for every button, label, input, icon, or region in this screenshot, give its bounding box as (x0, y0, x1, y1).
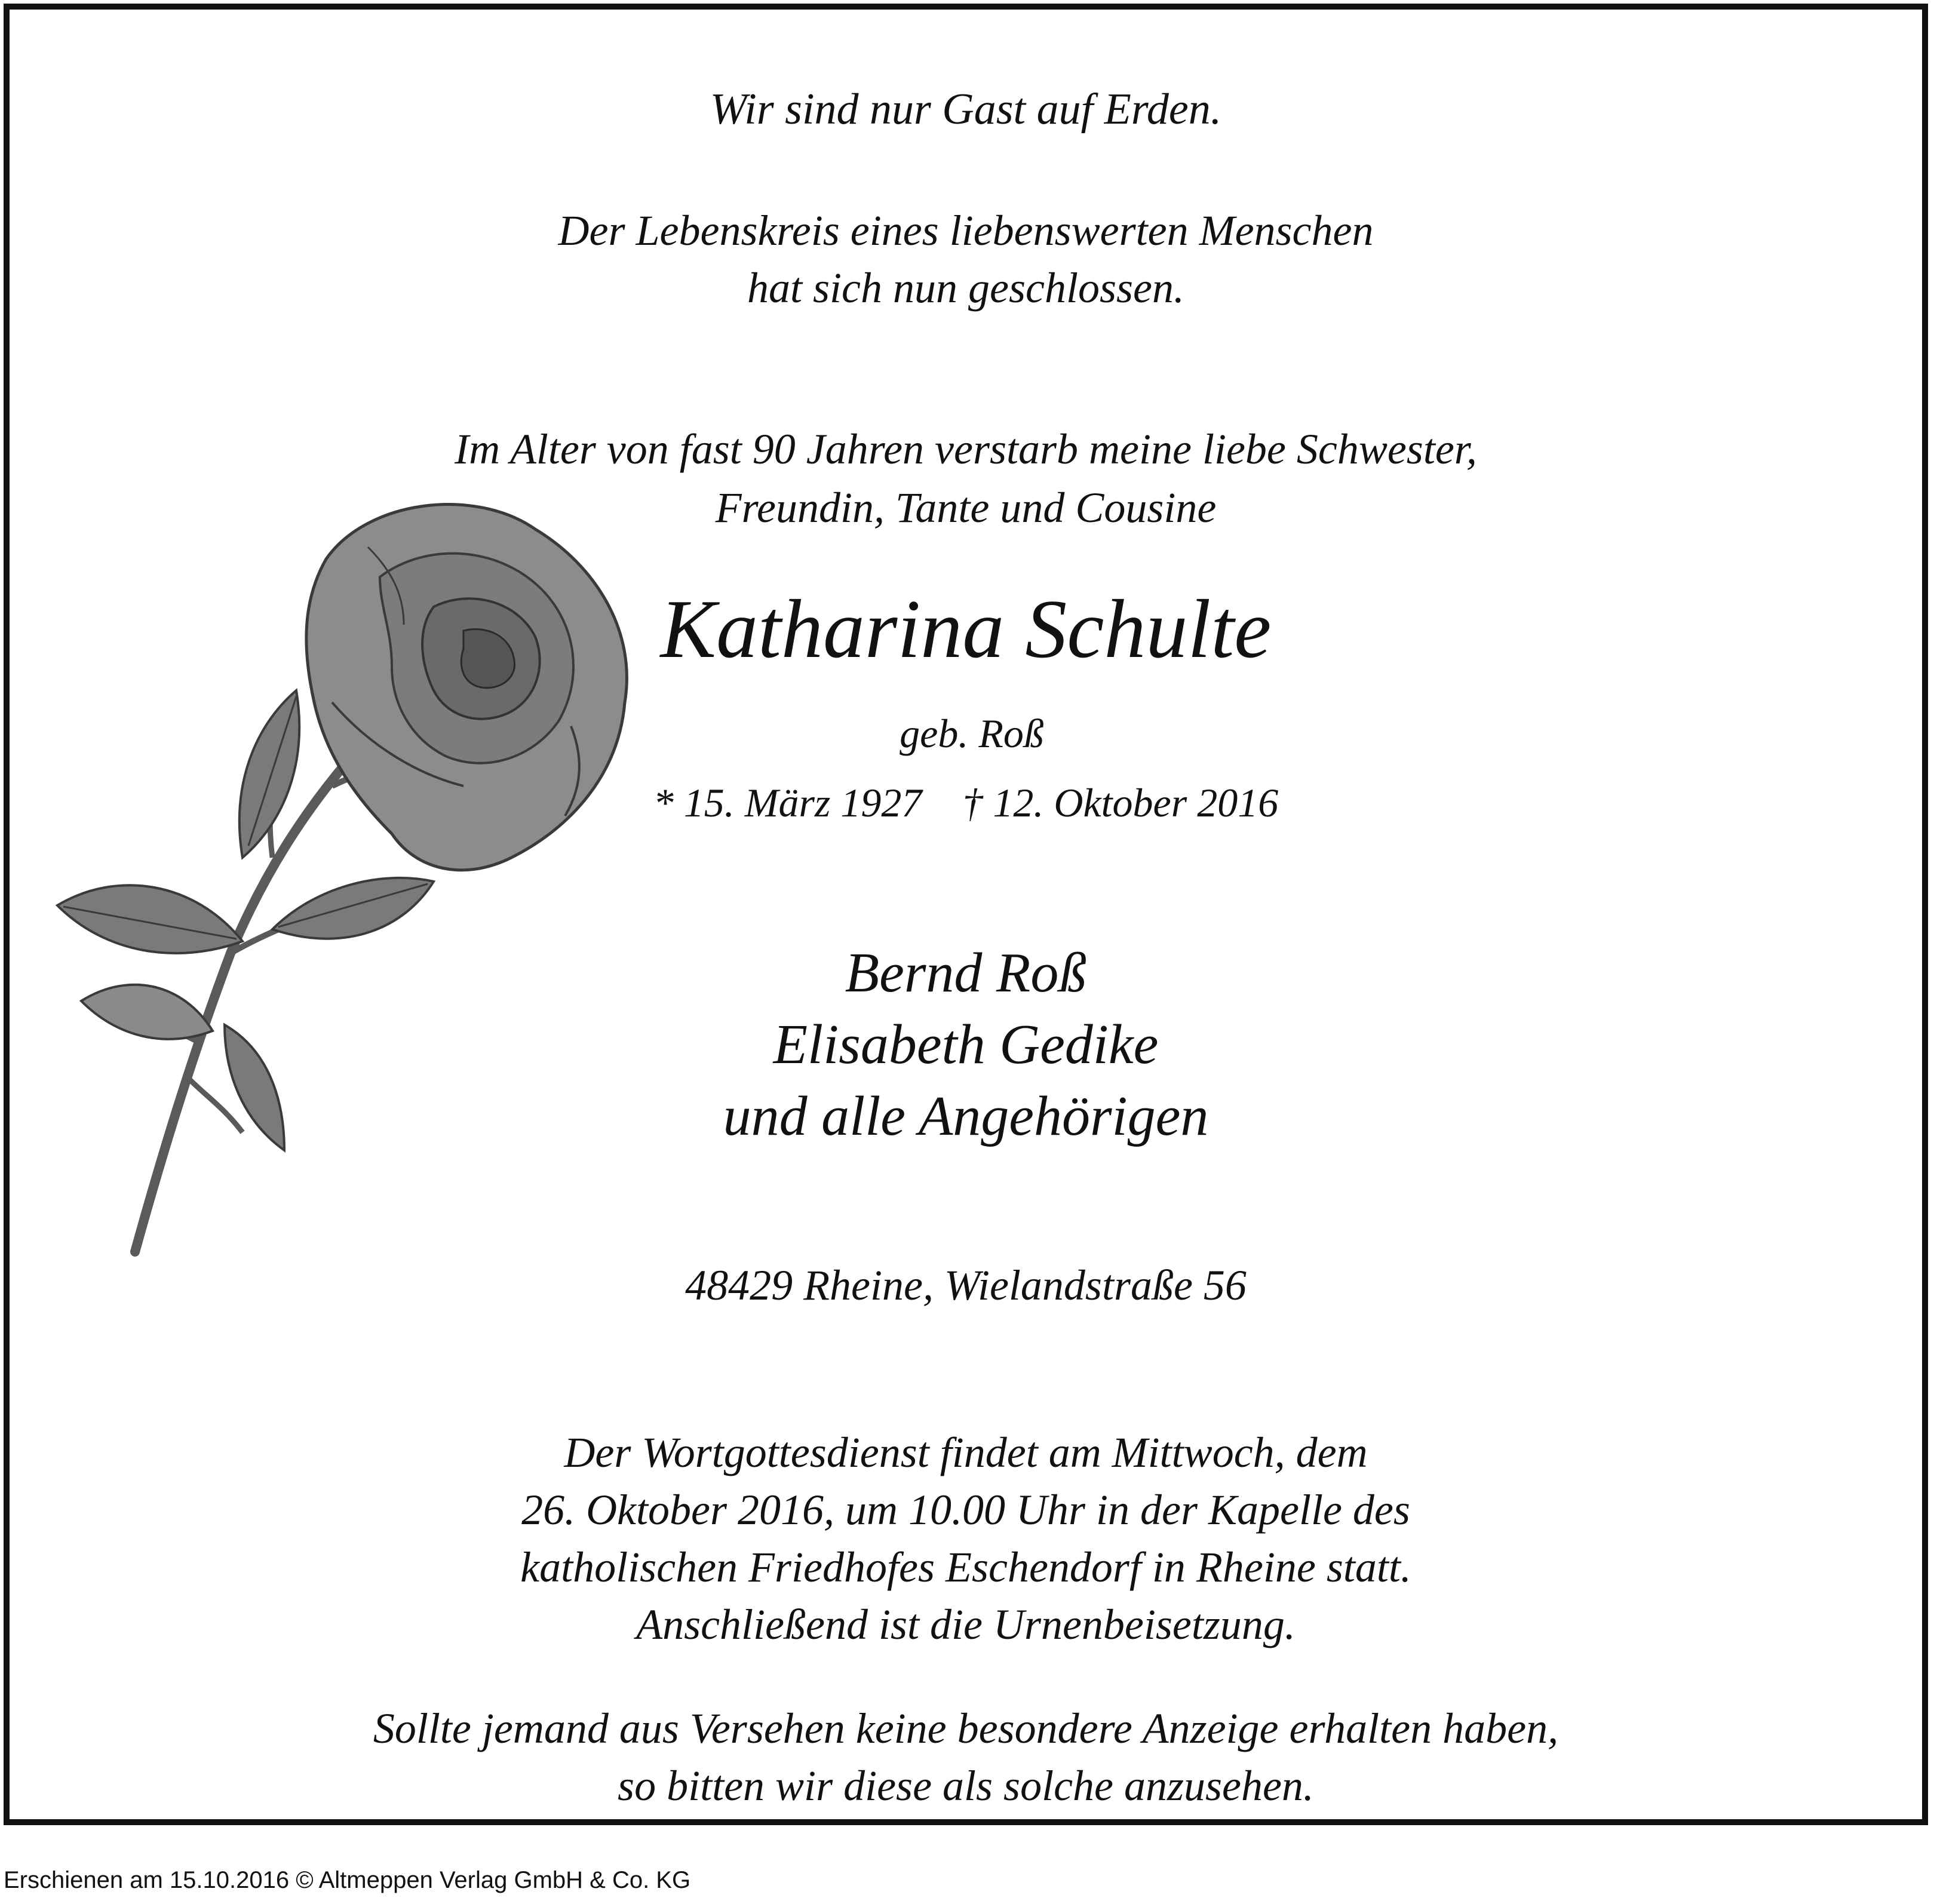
publication-footer: Erschienen am 15.10.2016 © Altmeppen Verlag GmbH & Co. KG (4, 1867, 691, 1893)
closing-line-2: so bitten wir diese als solche anzusehen. (618, 1762, 1314, 1810)
deceased-name: Katharina Schulte (660, 583, 1272, 675)
intro-line-1: Der Lebenskreis eines liebenswerten Menschen (558, 207, 1374, 254)
maiden-name: geb. Roß (900, 711, 1044, 756)
service-line-2: 26. Oktober 2016, um 10.00 Uhr in der Kapelle des (521, 1486, 1410, 1534)
address-text: 48429 Rheine, Wielandstraße 56 (685, 1261, 1247, 1309)
announcement-line-1: Im Alter von fast 90 Jahren verstarb meine liebe Schwester, (455, 425, 1477, 473)
birth-date: * 15. März 1927 (653, 780, 922, 825)
obituary-frame (4, 4, 1928, 1825)
service-line-4: Anschließend ist die Urnenbeisetzung. (636, 1601, 1296, 1648)
mourner-line-1: Bernd Roß (845, 942, 1087, 1004)
intro-line-2: hat sich nun geschlossen. (747, 264, 1184, 312)
life-dates (10, 782, 1922, 823)
closing-line-1: Sollte jemand aus Versehen keine besondere Anzeige erhalten haben, (373, 1705, 1559, 1752)
mourner-line-2: Elisabeth Gedike (773, 1014, 1159, 1076)
announcement-line-2: Freundin, Tante und Cousine (715, 484, 1217, 532)
death-date: † 12. Oktober 2016 (962, 780, 1279, 825)
service-line-3: katholischen Friedhofes Eschendorf in Rheine statt. (520, 1543, 1411, 1591)
motto-text: Wir sind nur Gast auf Erden. (710, 85, 1222, 134)
mourner-line-3: und alle Angehörigen (723, 1085, 1209, 1147)
service-line-1: Der Wortgottesdienst findet am Mittwoch, dem (564, 1429, 1368, 1476)
